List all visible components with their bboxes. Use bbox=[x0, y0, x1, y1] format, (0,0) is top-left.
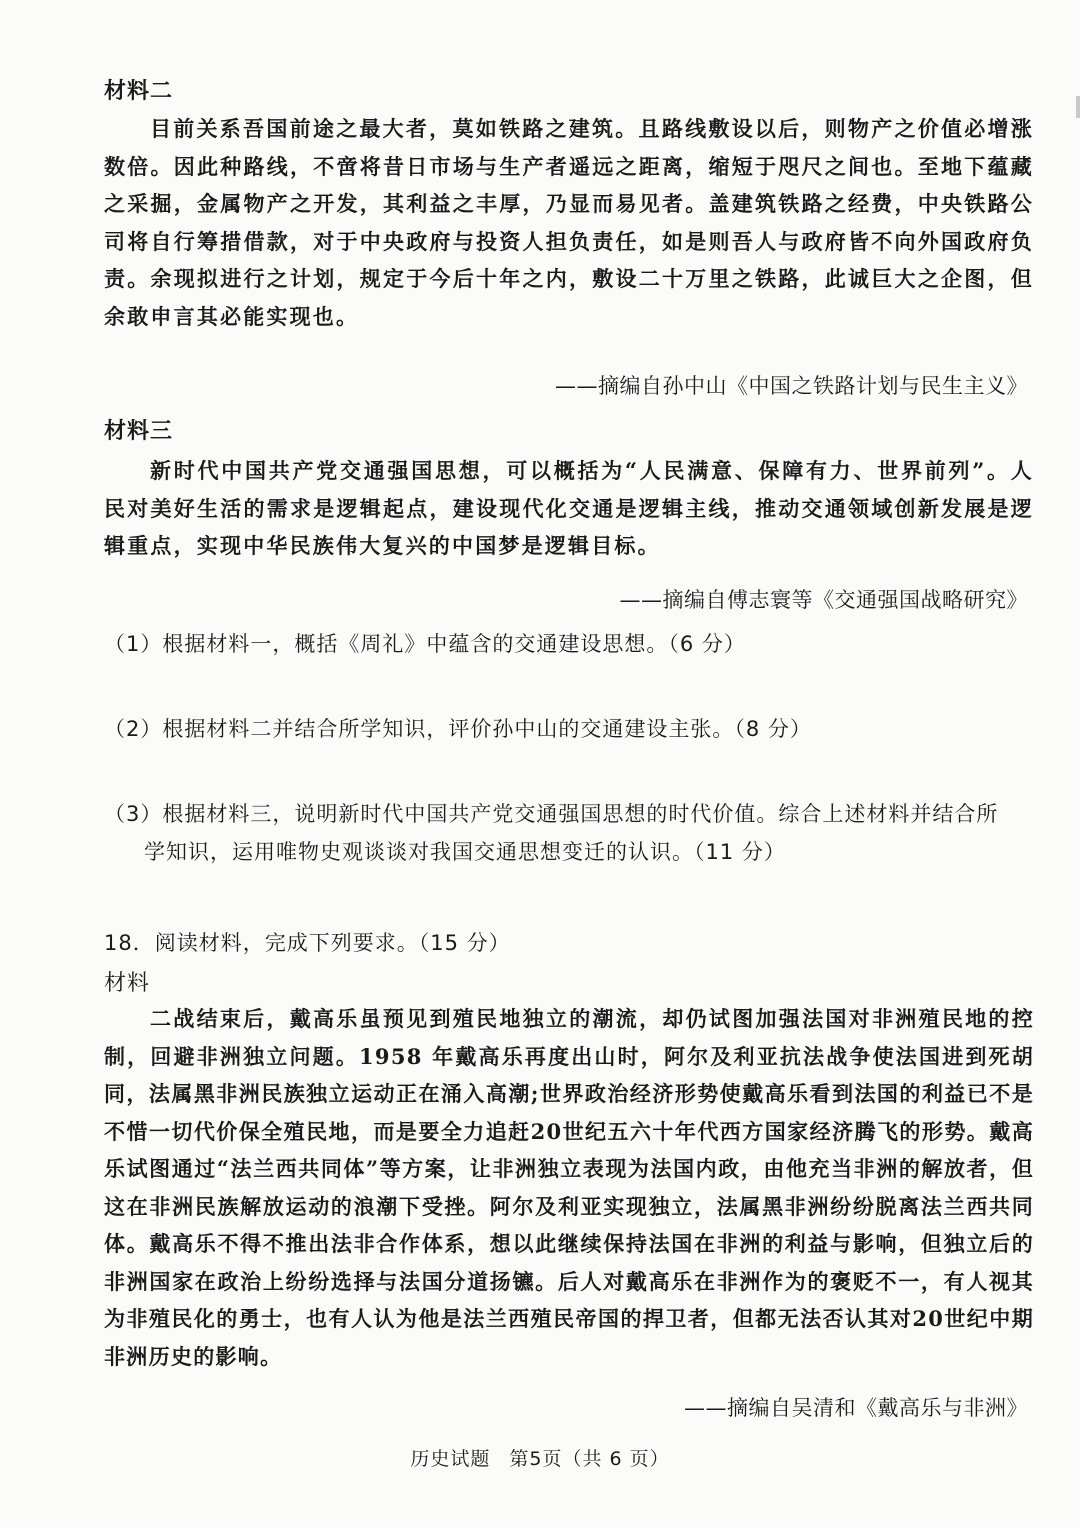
question-2: （2）根据材料二并结合所学知识，评价孙中山的交通建设主张。（8 分） bbox=[104, 717, 812, 741]
material2-heading: 材料二 bbox=[104, 78, 174, 104]
question-18-title: 18．阅读材料，完成下列要求。（15 分） bbox=[104, 931, 511, 955]
footer-subject: 历史试题 bbox=[410, 1448, 491, 1470]
footer-page-number: 第5页（共 6 页） bbox=[509, 1448, 670, 1470]
question-18-material-heading: 材料 bbox=[104, 971, 151, 996]
page-footer bbox=[0, 1444, 1080, 1471]
question-1: （1）根据材料一，概括《周礼》中蕴含的交通建设思想。（6 分） bbox=[104, 632, 746, 656]
material3-heading: 材料三 bbox=[104, 418, 174, 444]
question-18-source: ——摘编自吴清和《戴高乐与非洲》 bbox=[684, 1396, 1028, 1420]
question-3-line2: 学知识，运用唯物史观谈谈对我国交通思想变迁的认识。（11 分） bbox=[144, 839, 786, 864]
question-18-paragraph: 二战结束后，戴高乐虽预见到殖民地独立的潮流，却仍试图加强法国对非洲殖民地的控制，回避非洲独立问题。1958 年戴高乐再度出山时，阿尔及利亚抗法战争使法国进到死胡同，法属黑非洲民族独立运动正在涌入高潮;世界政治经济形势使戴高乐看到法国的利益已不是不惜一切代价保全殖民地，而是要全力追赶20世纪五六十年代西方国家经济腾飞的形势。戴高乐试图通过“法兰西共同体”等方案，让非洲独立表现为法国内政，由他充当非洲的解放者，但这在非洲民族解放运动的浪潮下受挫。阿尔及利亚实现独立，法属黑非洲纷纷脱离法兰西共同体。戴高乐不得不推出法非合作体系，想以此继续保持法国在非洲的利益与影响，但独立后的非洲国家在政治上纷纷选择与法国分道扬镳。后人对戴高乐在非洲作为的褒贬不一，有人视其为非殖民化的勇士，也有人认为他是法兰西殖民帝国的捍卫者，但都无法否认其对20世纪中期非洲历史的影响。 bbox=[104, 1006, 1034, 1369]
material2-paragraph: 目前关系吾国前途之最大者，莫如铁路之建筑。且路线敷设以后，则物产之价值必增涨数倍。因此种路线，不啻将昔日市场与生产者遥远之距离，缩短于咫尺之间也。至地下蕴藏之采掘，金属物产之开发，其利益之丰厚，乃显而易见者。盖建筑铁路之经费，中央铁路公司将自行筹措借款，对于中央政府与投资人担负责任，如是则吾人与政府皆不向外国政府负责。余现拟进行之计划，规定于今后十年之内，敷设二十万里之铁路，此诚巨大之企图，但余敢申言其必能实现也。 bbox=[104, 116, 1034, 329]
material3-source: ——摘编自傅志寰等《交通强国战略研究》 bbox=[619, 588, 1028, 612]
question-3-line1: （3）根据材料三，说明新时代中国共产党交通强国思想的时代价值。综合上述材料并结合所 bbox=[104, 802, 999, 826]
question-3 bbox=[104, 796, 1034, 871]
material3-paragraph: 新时代中国共产党交通强国思想，可以概括为“人民满意、保障有力、世界前列”。人民对美好生活的需求是逻辑起点，建设现代化交通是逻辑主线，推动交通领域创新发展是逻辑重点，实现中华民族伟大复兴的中国梦是逻辑目标。 bbox=[104, 458, 1034, 558]
material2-source: ——摘编自孙中山《中国之铁路计划与民生主义》 bbox=[555, 374, 1028, 398]
scan-edge-mark bbox=[1076, 96, 1080, 118]
